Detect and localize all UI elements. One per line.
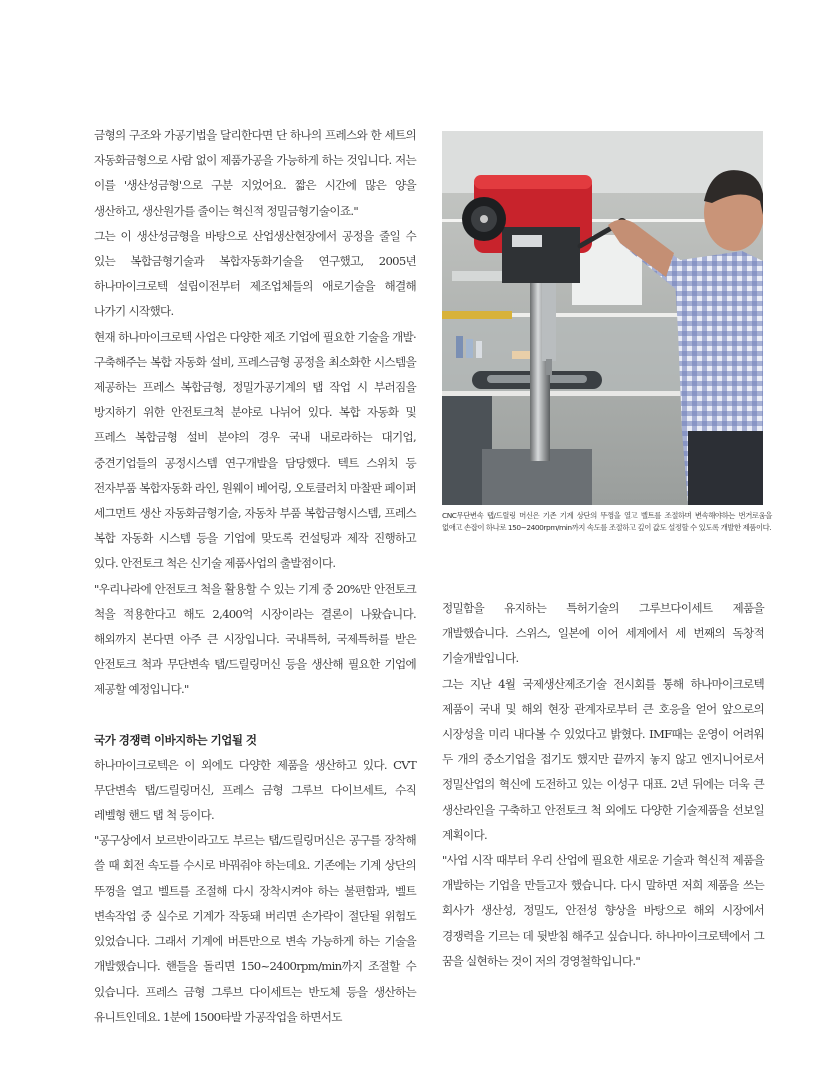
drilling-machine-photo (442, 131, 763, 505)
body-paragraph: "사업 시작 때부터 우리 산업에 필요한 새로운 기술과 혁신적 제품을 개발하는 기업을 만들고자 했습니다. 다시 말하면 저희 제품을 쓰는 회사가 생산성, 정밀도, 안전성 향상을 바탕으로 해외 시장에서 경쟁력을 기르는 데 뒷받침 해주고 싶습니다. 하나마이크로텍에서 그 꿈을 실현하는 것이 저의 경영철학입니다." (442, 853, 764, 968)
body-paragraph: 정밀함을 유지하는 특허기술의 그루브다이세트 제품을 개발했습니다. 스위스, 일본에 이어 세계에서 세 번째의 독창적 기술개발입니다. (442, 601, 764, 666)
body-paragraph: 금형의 구조와 가공기법을 달리한다면 단 하나의 프레스와 한 세트의 자동화금형으로 사람 없이 제품가공을 가능하게 하는 것입니다. 저는 이를 '생산성금형'으로 구분 지었어요. 짧은 시간에 많은 양을 생산하고, 생산원가를 줄이는 혁신적 정밀금형기술이죠." (94, 128, 416, 218)
photo-caption: CNC무단변속 탭/드릴링 머신은 기존 기계 상단의 뚜껑을 열고 벨트를 조절하며 변속해야하는 번거로움을 없애고 손잡이 하나로 150~2400rpm/min까지 속도를 조절하고 깊이 값도 설정할 수 있도록 개발한 제품이다. (442, 511, 772, 532)
section-heading: 국가 경쟁력 이바지하는 기업될 것 (94, 732, 257, 747)
body-paragraph: 하나마이크로텍은 이 외에도 다양한 제품을 생산하고 있다. CVT 무단변속 탭/드릴링머신, 프레스 금형 그루브 다이브세트, 수직 레벨형 핸드 탭 척 등이다. (94, 757, 416, 823)
paragraph-gap (94, 703, 416, 728)
body-paragraph: 현재 하나마이크로텍 사업은 다양한 제조 기업에 필요한 기술을 개발·구축해주는 복합 자동화 설비, 프레스금형 공정을 최소화한 시스템을 제공하는 프레스 복합금형, 정밀가공기계의 탭 작업 시 부러짐을 방지하기 위한 안전토크척 분야로 나뉘어 있다. 복합 자동화 및 프레스 복합금형 설비 분야의 경우 국내 내로라하는 대기업, 중견기업들의 공정시스템 연구개발을 담당했다. 텍트 스위치 등 전자부품 복합자동화 라인, 원웨이 베어링, 오토클러치 마찰판 페이퍼 세그먼트 생산 자동화금형기술, 자동차 부품 복합금형시스템, 프레스 복합 자동화 시스템 등을 기업에 맞도록 컨설팅과 제작 진행하고 있다. 안전토크 척은 신기술 제품사업의 출발점이다. (94, 329, 416, 571)
right-column (442, 596, 764, 974)
body-paragraph: 그는 이 생산성금형을 바탕으로 산업생산현장에서 공정을 줄일 수 있는 복합금형기술과 복합자동화기술을 연구했고, 2005년 하나마이크로텍 설립이전부터 제조업체들의 애로기술을 해결해 나가기 시작했다. (94, 228, 416, 319)
body-paragraph: 그는 지난 4월 국제생산제조기술 전시회를 통해 하나마이크로텍 제품이 국내 및 해외 현장 관계자로부터 큰 호응을 얻어 앞으로의 시장성을 미리 내다볼 수 있었다고 밝혔다. IMF때는 운영이 어려워 두 개의 중소기업을 접기도 했지만 끝까지 놓지 않고 엔지니어로서 정밀산업의 혁신에 도전하고 있는 이성구 대표. 2년 뒤에는 더욱 큰 생산라인을 구축하고 안전토크 척 외에도 다양한 기술제품을 선보일 계획이다. (442, 676, 764, 842)
body-paragraph: "우리나라에 안전토크 척을 활용할 수 있는 기계 중 20%만 안전토크 척을 적용한다고 해도 2,400억 시장이라는 결론이 나왔습니다. 해외까지 본다면 아주 큰 시장입니다. 국내특허, 국제특허를 받은 안전토크 척과 무단변속 탭/드릴링머신 등을 생산해 필요한 기업에 제공할 예정입니다." (94, 581, 416, 697)
body-paragraph: "공구상에서 보르반이라고도 부르는 탭/드릴링머신은 공구를 장착해 쓸 때 회전 속도를 수시로 바꿔줘야 하는데요. 기존에는 기계 상단의 뚜껑을 열고 벨트를 조절해 다시 장착시켜야 하는 불편함과, 벨트 변속작업 중 실수로 기계가 작동돼 버리면 손가락이 절단될 위험도 있었습니다. 그래서 기계에 버튼만으로 변속 가능하게 하는 기술을 개발했습니다. 핸들을 돌리면 150~2400rpm/min까지 조절할 수 있습니다. 프레스 금형 그루브 다이세트는 반도체 등을 생산하는 유니트인데요. 1분에 1500타발 가공작업을 하면서도 (94, 833, 416, 1024)
left-column (94, 123, 416, 1030)
